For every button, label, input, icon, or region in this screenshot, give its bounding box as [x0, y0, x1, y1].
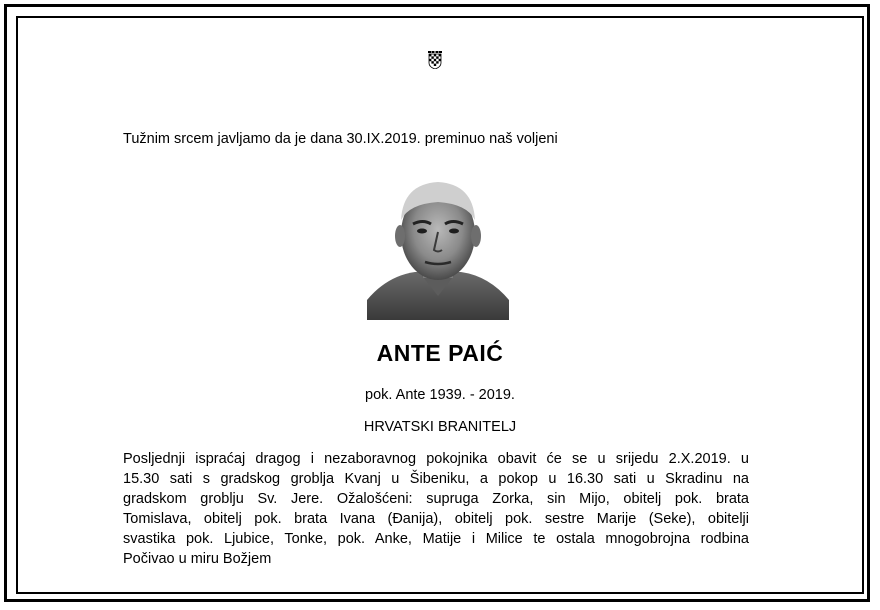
- intro-text: Tužnim srcem javljamo da je dana 30.IX.2019. preminuo naš voljeni: [123, 131, 558, 147]
- honorary-title: HRVATSKI BRANITELJ: [363, 419, 517, 435]
- deceased-name: ANTE PAIĆ: [376, 340, 504, 366]
- body-line: Posljednji ispraćaj dragog i nezaboravnog pokojnika obavit će se u srijedu 2.X.2019. u: [123, 451, 749, 467]
- body-line: Tomislava, obitelj pok. brata Ivana (Đanija), obitelj pok. sestre Marije (Seke), obitelji: [123, 511, 749, 527]
- body-line: 15.30 sati s gradskog groblja Kvanj u Šibeniku, a pokop u 16.30 sati u Skradinu na: [123, 471, 749, 487]
- croatian-coat-of-arms-icon: [428, 51, 442, 69]
- funeral-details: [123, 449, 749, 569]
- body-line: gradskom groblju Sv. Jere. Ožalošćeni: supruga Zorka, sin Mijo, obitelj pok. brata: [123, 491, 749, 507]
- body-line: svastika pok. Ljubice, Tonke, pok. Anke, Matije i Milice te ostala mnogobrojna rodbina: [123, 531, 749, 547]
- portrait-photo: [367, 174, 509, 320]
- closing-line: Počivao u miru Božjem: [123, 551, 272, 567]
- life-dates: pok. Ante 1939. - 2019.: [365, 387, 515, 403]
